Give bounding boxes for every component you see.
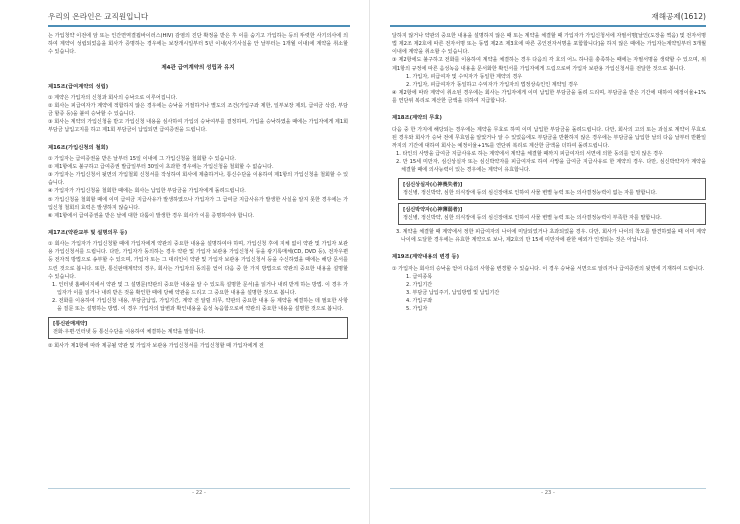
article-17-para-4: ④ 제2항에 따라 계약이 취소된 경우에는 회사는 가입자에게 이미 납입한 부담금을 돌려 드리며, 부담금을 받은 기간에 대하여 예정이율+1%를 연단위 복리로 계산한 금액을 더하여 지급합니다. (392, 90, 706, 105)
article-18-item-1: 1. 타인의 사망을 급여금 지급사유로 하는 계약에서 계약을 체결할 때까지 피급여자의 서면에 의한 동의를 얻지 않은 경우 (396, 151, 663, 158)
article-17-para-3-item-1: 1. 가입자, 피급여자 및 수익자가 동일한 계약의 경우 (406, 73, 523, 80)
article-17-title: 제17조(약관교부 및 설명의무 등) (48, 229, 128, 236)
intro-paragraph: 는 가입청약 이전에 암 또는 인간면역결핍바이러스(HIV) 감염의 진단 확정을 받은 후 이를 숨기고 가입하는 등의 뚜렷한 사기의사에 의하여 계약이 성립되었음을 회사가 증명하는 경우에는 보장개시일부터 5년 이내(사기사실을 안 날부터는 1개월 이내)에 계약을 취소할 수 있습니다. (48, 33, 348, 56)
article-17-para-1: ① 회사는 가입자가 가입신청할 때에 가입자에게 약관의 중요한 내용을 설명하여야 하며, 가입신청 후에 지체 없이 약관 및 가입자 보관용 가입신청서를 드립니다. 다만, 가입자가 동의하는 경우 약관 및 가입자 보관용 가입신청서 등을 광기록매체(CD, DVD 등), 전자우편 등 전자적 방법으로 송부할 수 있으며, 가입자 또는 그 대리인이 약관 및 가입자 보관용 가입신청서 등을 수신하였을 때에는 해당 문서를 드린 것으로 봅니다. 또한, 통신판매계약의 경우, 회사는 가입자의 동의를 얻어 다음 중 한 가지 방법으로 약관의 중요한 내용을 설명할 수 있습니다. (48, 241, 348, 280)
left-footer-rule (48, 488, 350, 489)
definition-box-2 (398, 203, 706, 225)
article-17-para-3-item-2: 2. 가입자, 피급여자가 동일하고 수익자가 가입자의 법정상속인인 계약일 경우 (406, 81, 578, 88)
continued-paragraph: 달하지 않거나 약관의 중요한 내용을 설명하지 않은 때 또는 계약을 체결할 때 가입자가 가입신청서에 자필서명[날인(도장을 찍음) 및 전자서명법 제2조 제2호에 따른 전자서명 또는 동법 제2조 제3호에 따른 공인전자서명을 포함합니다]을 하지 않은 때에는 가입자는계약일부터 3개월 이내에 계약을 취소할 수 있습니다. (392, 33, 706, 56)
article-16-para-1: ① 가입자는 급여증권을 받은 날부터 15일 이내에 그 가입신청을 철회할 수 있습니다. (48, 155, 236, 162)
right-page-body (392, 32, 706, 314)
article-18-item-3: 3. 계약을 체결할 때 계약에서 정한 피급여자의 나이에 미달되었거나 초과되었을 경우. 다만, 회사가 나이의 착오를 발견하였을 때 이미 계약나이에 도달한 경우에는 유효한 계약으로 보나, 제2호의 만 15세 미만자에 관한 예외가 인정되는 것은 아닙니다. (396, 229, 706, 244)
right-page (370, 0, 740, 524)
article-18-title: 제18조(계약의 무효) (392, 115, 442, 122)
right-footer-rule (390, 488, 706, 489)
right-header-rule (390, 25, 706, 27)
article-15-title: 제15조(급여계약의 성립) (48, 83, 109, 90)
left-running-head: 우리의 온라인은 교직원입니다 (48, 12, 149, 21)
article-18-intro: 다음 중 한 가지에 해당되는 경우에는 계약을 무효로 하며 이미 납입한 부담금을 돌려드립니다. 다만, 회사의 고의 또는 과실로 계약이 무효로 된 경우와 회사가 승낙 전에 무효임을 알았거나 알 수 있었음에도 부담금을 반환하지 않은 경우에는 부담금을 납입한 날의 다음 날부터 반환일까지의 기간에 대하여 회사는 예정이율+1%를 연단위 복리로 계산한 금액을 더하여 돌려드립니다. (392, 126, 706, 149)
definition-box-2-text: 정신병, 정신박약, 심한 의식장애 등의 심신장애로 인하여 사물 변별 능력 또는 의사결정능력이 부족한 자를 말합니다. (403, 214, 662, 221)
chapter-heading: 제4관 급여계약의 성립과 유지 (161, 65, 235, 72)
definition-box (48, 317, 348, 339)
article-16-title: 제16조(가입신청의 철회) (48, 144, 109, 151)
article-18-item-2: 2. 만 15세 미만자, 심신상실자 또는 심신박약자를 피급여자로 하여 사망을 급여금 지급사유로 한 계약의 경우. 다만, 심신박약자가 계약을 체결할 때에 의사능력이 있는 경우에는 계약이 유효합니다. (396, 159, 706, 174)
article-17-item-1: 1. 인터넷 홈페이지에서 약관 및 그 설명문(약관의 중요한 내용을 알 수 있도록 설명한 문서)을 읽거나 내려 받게 하는 방법. 이 경우 가입자가 이를 읽거나 내려 받은 것을 확인한 때에 당해 약관을 드리고 그 중요한 내용을 설명한 것으로 봅니다. (52, 281, 348, 297)
article-16-para-4: ④ 가입자가 가입신청을 철회한 때에는 회사는 납입한 부담금을 가입자에게 돌려드립니다. (48, 188, 246, 195)
article-19-item-4: 4. 가입구좌 (406, 298, 433, 305)
article-16-para-6: ⑥ 제1항에서 급여증권을 받은 날에 대한 다툼이 발생한 경우 회사가 이를 증명하여야 합니다. (48, 212, 254, 219)
definition-box-title: [통신판매계약] (53, 320, 88, 327)
article-17-para-3: ③ 제2항에도 불구하고 전화를 이용하여 계약을 체결하는 경우 다음의 각 호의 어느 하나를 충족하는 때에는 자필서명을 생략할 수 있으며, 위 제1항의 규정에 따른 음성녹음 내용을 문서화한 확인서를 가입자에게 드림으로써 가입자 보관용 가입신청서를 전달한 것으로 봅니다. (392, 57, 706, 72)
article-16-para-3: ③ 가입자는 가입신청서 뒷면의 가입철회 신청서를 작성하여 회사에 제출하거나, 통신수단을 이용하여 제1항의 가입신청을 철회할 수 있습니다. (48, 172, 348, 187)
article-19-item-3: 3. 부담금 납입주기, 납입방법 및 납입기간 (406, 290, 500, 297)
definition-box-1 (398, 178, 706, 200)
definition-box-2-title: [심신박약자(心神薄弱者)] (403, 206, 463, 213)
article-16-para-2: ② 제1항에도 불구하고 급여증권 발급일부터 30일이 초과한 경우에는 가입신청을 철회할 수 없습니다. (48, 163, 274, 170)
article-19-item-1: 1. 급여종목 (406, 273, 433, 280)
article-19-item-5: 5. 가입자 (406, 306, 428, 313)
article-15-para-1: ① 계약은 가입자의 신청과 회사의 승낙으로 이루어집니다. (48, 94, 178, 101)
left-page-number: - 22 - (192, 490, 206, 496)
left-header-rule (48, 25, 350, 27)
article-17-para-2: ② 회사가 제1항에 따라 제공될 약관 및 가입자 보관용 가입신청서를 가입신청할 때 가입자에게 전 (48, 342, 264, 349)
article-17-item-2: 2. 전화를 이용하여 가입신청 내용, 부담금납입, 가입기간, 계약 전 알릴 의무, 약관의 중요한 내용 등 계약을 체결하는 데 필요한 사항을 질문 또는 설명하는 방법. 이 경우 가입자의 답변과 확인내용을 음성 녹음함으로써 약관의 중요한 내용을 설명한 것으로 봅니다. (52, 298, 348, 313)
left-page-body (48, 32, 348, 350)
definition-box-text: 전화·우편·인터넷 등 통신수단을 이용하여 체결하는 계약을 말합니다. (53, 328, 206, 335)
article-15-para-2: ② 회사는 피급여자가 계약에 적합하지 않은 경우에는 승낙을 거절하거나 별도의 조건(가입구좌 제한, 일부보장 제외, 급여금 삭감, 부담금 할증 등)을 붙여 승낙할 수 있습니다. (48, 102, 348, 118)
definition-box-1-title: [심신상실자(心神喪失者)] (403, 181, 463, 188)
article-19-title: 제19조(계약내용의 변경 등) (392, 254, 460, 261)
right-running-head: 재해공제(1612) (651, 12, 706, 21)
article-16-para-5: ⑤ 가입신청을 철회할 때에 이미 급여금 지급사유가 발생하였으나 가입자가 그 급여금 지급사유가 발생한 사실을 알지 못한 경우에는 가입신청 철회의 효력은 발생하지 않습니다. (48, 196, 348, 211)
right-page-number: - 23 - (541, 490, 555, 496)
article-19-item-2: 2. 가입기간 (406, 281, 433, 288)
article-15-para-3: ③ 회사는 계약의 가입신청을 받고 가입신청 내용을 심사하여 가입의 승낙여부를 결정하며, 가입을 승낙하였을 때에는 가입자에게 제1회 부담금 납입고지를 하고 제1회 부담금이 납입되면 급여증권을 드립니다. (48, 119, 348, 134)
definition-box-1-text: 정신병, 정신박약, 심한 의식장애 등의 심신장애로 인하여 사물 변별 능력 또는 의사결정능력이 없는 자를 말합니다. (403, 189, 657, 196)
article-19-intro: ① 가입자는 회사의 승낙을 얻어 다음의 사항을 변경할 수 있습니다. 이 경우 승낙을 서면으로 알리거나 급여증권의 뒷면에 기재하여 드립니다. (392, 265, 705, 272)
